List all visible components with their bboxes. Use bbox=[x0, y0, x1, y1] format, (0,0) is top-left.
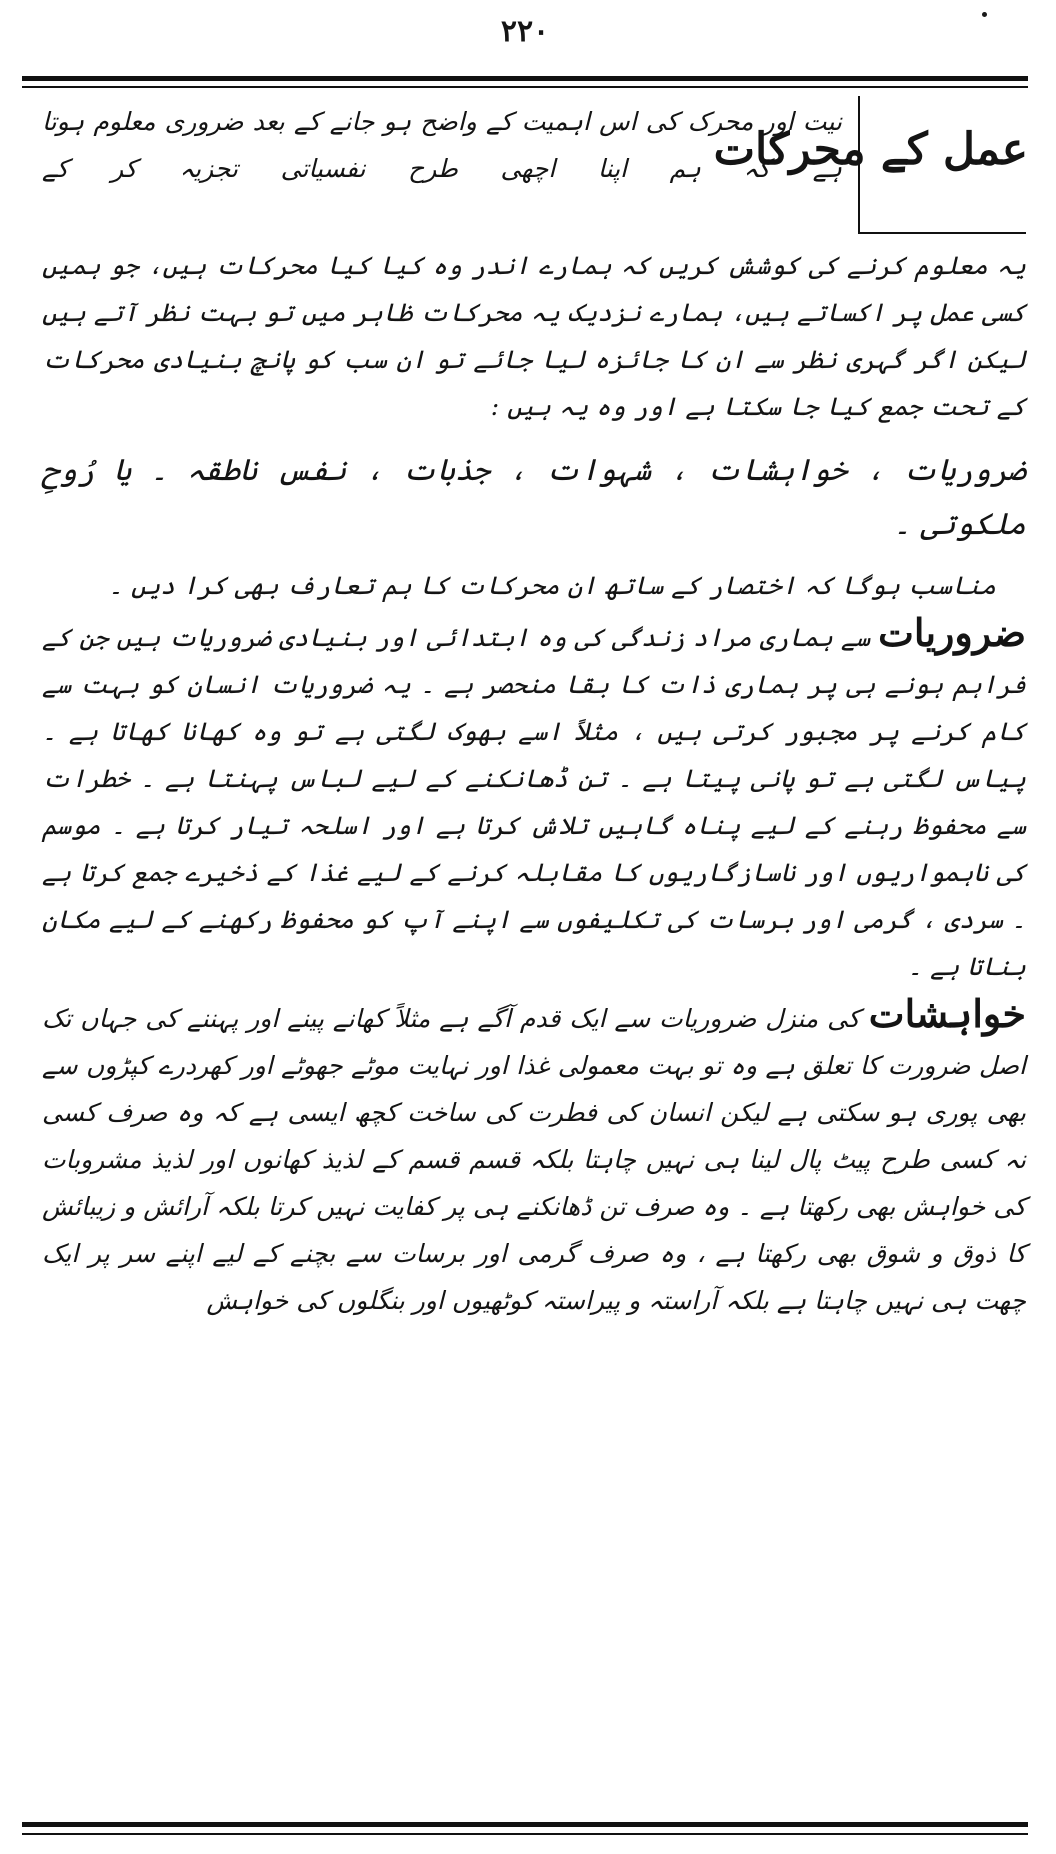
section-heading: عمل کے محرکات bbox=[713, 124, 1028, 175]
needs-term: ضروریات bbox=[878, 610, 1026, 655]
summary-paragraph: مناسب ہوگا کہ اختصار کے ساتھ ان محرکات کا ہم تعارف بھی کرا دیں ۔ bbox=[108, 571, 996, 600]
intro-side-text: نیت اور محرک کی اس اہمیت کے واضح ہو جانے کے بعد ضروری معلوم ہوتا ہے کہ ہم اپنا اچھی طرح نفسیاتی تجزیہ کر کے bbox=[42, 107, 842, 183]
desires-term: خواہشات bbox=[868, 991, 1026, 1036]
top-rule-thin bbox=[22, 86, 1028, 88]
bottom-rule-thick bbox=[22, 1822, 1028, 1827]
motives-list: ضروریات ، خواہشات ، شہوات ، جذبات ، نفس ناطقہ ۔ یا رُوحِ ملکوتی ۔ bbox=[42, 453, 1026, 542]
needs-text: سے ہماری مراد زندگی کی وہ ابتدائی اور بنیادی ضروریات ہیں جن کے فراہم ہونے ہی پر ہماری ذات کا بقا منحصر ہے ۔ یہ ضروریات انسان کو بہت سے کام کرنے پر مجبور کرتی ہیں ، مثلاً اسے بھوک لگتی ہے تو وہ کھانا کھاتا ہے ۔ پیاس لگتی ہے تو پانی پیتا ہے ۔ تن ڈھانکنے کے لیے لباس پہنتا ہے ۔ خطرات سے محفوظ رہنے کے لیے پناہ گاہیں تلاش کرتا ہے اور اسلحہ تیار کرتا ہے ۔ موسم کی ناہمواریوں اور ناسازگاریوں کا مقابلہ کرنے کے لیے غذا کے ذخیرے جمع کرتا ہے ۔ سردی ، گرمی اور برسات کی تکلیفوں سے اپنے آپ کو محفوظ رکھنے کے لیے مکان بناتا ہے ۔ bbox=[42, 623, 1026, 981]
page-number: ۲۲۰ bbox=[500, 14, 550, 49]
desires-paragraph bbox=[42, 990, 1026, 1324]
bottom-rule-thin bbox=[22, 1833, 1028, 1835]
body-text bbox=[42, 242, 1026, 1324]
intro-paragraph: یہ معلوم کرنے کی کوشش کریں کہ ہمارے اندر وہ کیا کیا محرکات ہیں، جو ہمیں کسی عمل پر اکساتے ہیں، ہمارے نزدیک یہ محرکات ظاہر میں تو بہت نظر آتے ہیں لیکن اگر گہری نظر سے ان کا جائزہ لیا جائے تو ان سب کو پانچ بنیادی محرکات کے تحت جمع کیا جا سکتا ہے اور وہ یہ ہیں : bbox=[42, 251, 1026, 421]
desires-text: کی منزل ضروریات سے ایک قدم آگے ہے مثلاً کھانے پینے اور پہننے کی جہاں تک اصل ضرورت کا تعلق ہے وہ تو بہت معمولی غذا اور نہایت موٹے جھوٹے اور کھردرے کپڑوں سے بھی پوری ہو سکتی ہے لیکن انسان کی فطرت کی ساخت کچھ ایسی ہے کہ وہ صرف کسی نہ کسی طرح پیٹ پال لینا ہی نہیں چاہتا بلکہ قسم قسم کے لذیذ کھانوں اور لذیذ مشروبات کی خواہش بھی رکھتا ہے ۔ وہ صرف تن ڈھانکنے ہی پر کفایت نہیں کرتا بلکہ آرائش و زیبائش کا ذوق و شوق بھی رکھتا ہے ، وہ صرف گرمی اور برسات سے بچنے کے لیے اپنے سر پر ایک چھت ہی نہیں چاہتا ہے بلکہ آراستہ و پیراستہ کوٹھیوں اور بنگلوں کی خواہش bbox=[42, 1004, 1026, 1315]
needs-paragraph bbox=[42, 609, 1026, 990]
top-rule-thick bbox=[22, 76, 1028, 81]
ink-dot bbox=[982, 12, 987, 17]
section-heading-box bbox=[713, 96, 1028, 234]
